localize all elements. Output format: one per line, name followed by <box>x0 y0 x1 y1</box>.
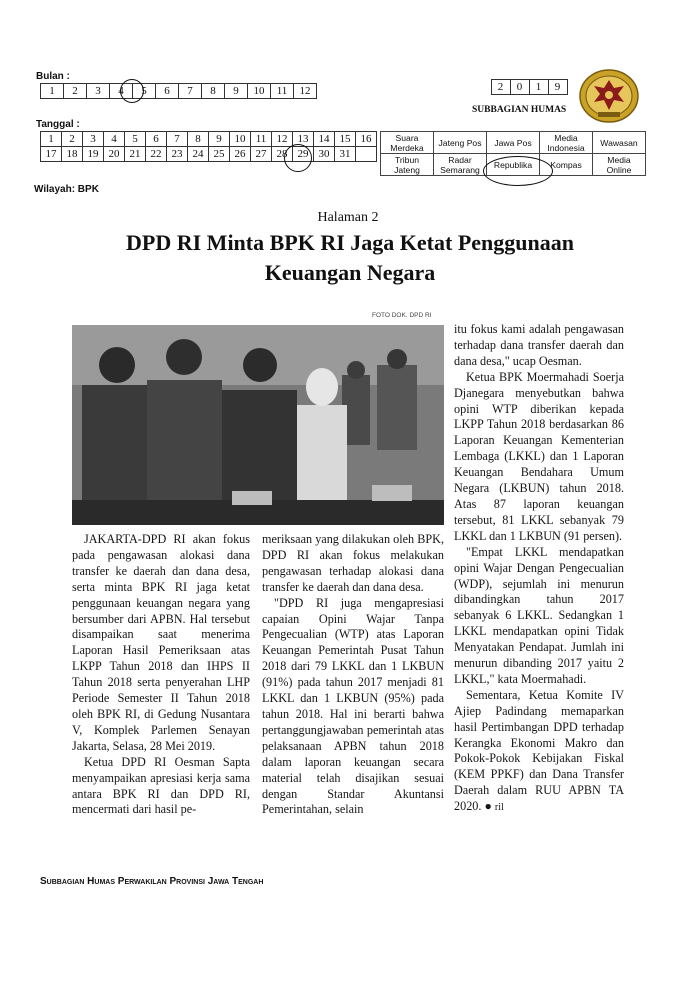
date-cell: 1 <box>41 132 62 147</box>
bpk-emblem-icon <box>578 68 640 124</box>
media-cell: Jawa Pos <box>487 132 540 154</box>
article-paragraph <box>454 688 624 816</box>
month-cell: 2 <box>64 84 87 99</box>
media-cell: Tribun Jateng <box>381 154 434 176</box>
date-cell: 3 <box>83 132 104 147</box>
date-cell-selected: 29 <box>293 147 314 162</box>
date-selection-circle <box>284 144 312 172</box>
month-cell: 7 <box>179 84 202 99</box>
bulan-label: Bulan : <box>36 71 70 82</box>
media-cell: Media Online <box>593 154 646 176</box>
date-cell: 5 <box>125 132 146 147</box>
year-digit: 0 <box>511 80 530 95</box>
article-paragraph: "DPD RI juga mengapresiasi capaian Opini Wajar Tanpa Pengecualian (WTP) atas Laporan Keuangan Pemerintah Pusat Tahun 2018 dari 79 LKKL dan 1 LKBUN (91%) pada tahun 2017 menjadi 81 LKKL dan 1 LKBUN (95%) pada tahun 2018. Hal ini berarti bahwa pertanggungjawaban pemerintah atas pelaksanaan APBN tahun 2018 dalam laporan keuangan secara material telah disajikan sesuai dengan Standar Akuntansi Pemerintahan, selain <box>262 595 444 817</box>
year-digit: 2 <box>492 80 511 95</box>
date-cell: 25 <box>209 147 230 162</box>
date-cell: 6 <box>146 132 167 147</box>
date-grid <box>40 131 377 162</box>
article-paragraph-text: Sementara, Ketua Komite IV Ajiep Padindang memaparkan hasil Pertimbangan DPD terhadap Kerangka Ekonomi Makro dan Pokok-Pokok Kebijakan Fiskal (KEM PPKF) dan Dana Transfer Daerah dalam RUU APBN TA 2020. <box>454 687 624 814</box>
date-cell: 9 <box>209 132 230 147</box>
article-column-1 <box>72 532 250 818</box>
date-cell: 15 <box>335 132 356 147</box>
headline-line-1: DPD RI Minta BPK RI Jaga Ketat Penggunaan <box>126 230 574 255</box>
news-photo <box>72 325 444 525</box>
media-cell: Media Indonesia <box>540 132 593 154</box>
month-selection-circle <box>120 79 144 103</box>
date-cell: 27 <box>251 147 272 162</box>
article-column-2 <box>262 532 444 818</box>
footer-label: Subbagian Humas Perwakilan Provinsi Jawa Tengah <box>40 876 264 887</box>
date-cell: 17 <box>41 147 62 162</box>
article-paragraph: itu fokus kami adalah pengawasan terhadap dana transfer daerah dan dana desa," ucap Oesman. <box>454 322 624 368</box>
month-cell: 9 <box>225 84 248 99</box>
month-cell: 11 <box>271 84 294 99</box>
date-cell: 28 <box>272 147 293 162</box>
month-cell: 10 <box>248 84 271 99</box>
media-cell: Wawasan <box>593 132 646 154</box>
date-cell: 8 <box>188 132 209 147</box>
signoff: ril <box>494 802 504 814</box>
date-cell: 14 <box>314 132 335 147</box>
month-cell-selected: 5 <box>133 84 156 99</box>
media-selection-circle <box>483 156 553 186</box>
date-cell: 19 <box>83 147 104 162</box>
month-cell: 1 <box>41 84 64 99</box>
date-cell: 24 <box>188 147 209 162</box>
year-box <box>491 79 568 95</box>
date-cell: 16 <box>356 132 377 147</box>
date-cell: 7 <box>167 132 188 147</box>
media-cell: Kompas <box>540 154 593 176</box>
date-cell: 30 <box>314 147 335 162</box>
date-cell: 12 <box>272 132 293 147</box>
month-cell: 12 <box>294 84 317 99</box>
month-cell: 3 <box>87 84 110 99</box>
media-cell: Radar Semarang <box>434 154 487 176</box>
tanggal-label: Tanggal : <box>36 119 80 130</box>
year-digit: 9 <box>549 80 568 95</box>
end-mark-icon: ● <box>484 799 492 814</box>
article-column-3 <box>454 322 624 816</box>
subbagian-humas-label: SUBBAGIAN HUMAS <box>472 105 567 115</box>
officials-photo-illustration <box>72 325 444 525</box>
date-cell <box>356 147 377 162</box>
date-cell: 23 <box>167 147 188 162</box>
media-cell-selected: Republika <box>487 154 540 176</box>
date-cell: 31 <box>335 147 356 162</box>
article-paragraph: Ketua DPD RI Oesman Sapta menyampaikan apresiasi kerja sama antara BPK RI dan DPD RI, mencermati dari hasil pe- <box>72 754 250 817</box>
media-cell: Suara Merdeka <box>381 132 434 154</box>
media-cell: Jateng Pos <box>434 132 487 154</box>
month-cell: 4 <box>110 84 133 99</box>
page-number: Halaman 2 <box>317 210 379 225</box>
date-cell: 22 <box>146 147 167 162</box>
photo-credit: FOTO DOK. DPD RI <box>372 312 432 319</box>
article-paragraph: "Empat LKKL mendapatkan opini Wajar Dengan Pengecualian (WDP), sejumlah ini menurun dibandingkan tahun 2017 sebanyak 6 LKKL. Sedangkan 1 LKKL mendapatkan opini Tidak Menyatakan Pendapat. Jumlah ini menurun dibanding 2017 yaitu 2 LKKL," kata Moermahadi. <box>454 544 624 686</box>
article-paragraph: JAKARTA-DPD RI akan fokus pada pengawasan alokasi dana transfer ke daerah dan dana desa, serta minta BPK RI jaga ketat penggunaan keuangan negara yang bersumber dari APBN. Hal tersebut disampaikan saat menerima Laporan Hasil Pemeriksaan atas LKPP Tahun 2018 dan IHPS II Tahun 2018 serta penyerahan LHP Periode Semester II Tahun 2018 oleh BPK RI, di Gedung Nusantara V, Komplek Parlemen Senayan Jakarta, Selasa, 28 Mei 2019. <box>72 532 250 753</box>
month-grid <box>40 83 317 99</box>
date-cell: 18 <box>62 147 83 162</box>
article-paragraph: meriksaan yang dilakukan oleh BPK, DPD RI akan fokus melakukan pengawasan terhadap alokasi dana transfer ke daerah dan dana desa. <box>262 532 444 594</box>
date-cell: 13 <box>293 132 314 147</box>
date-cell: 21 <box>125 147 146 162</box>
date-cell: 11 <box>251 132 272 147</box>
date-cell: 20 <box>104 147 125 162</box>
month-cell: 6 <box>156 84 179 99</box>
headline-line-2: Keuangan Negara <box>264 260 436 285</box>
year-digit: 1 <box>530 80 549 95</box>
wilayah-label: Wilayah: BPK <box>34 184 99 195</box>
date-cell: 2 <box>62 132 83 147</box>
article-paragraph: Ketua BPK Moermahadi Soerja Djanegara menyebutkan bahwa opini WTP diberikan kepada LKPP Tahun 2018 berdasarkan 86 Laporan Keuangan Kementerian Lembaga (LKKL) dan 1 Laporan Keuangan Bendahara Umum Negara (LKBUN) tahun 2018. Atas 87 laporan keuangan tersebut, 81 LKKL sebanyak 79 LKKL dan 1 LKBUN (91 persen). <box>454 369 624 543</box>
month-cell: 8 <box>202 84 225 99</box>
date-cell: 4 <box>104 132 125 147</box>
date-cell: 26 <box>230 147 251 162</box>
date-cell: 10 <box>230 132 251 147</box>
